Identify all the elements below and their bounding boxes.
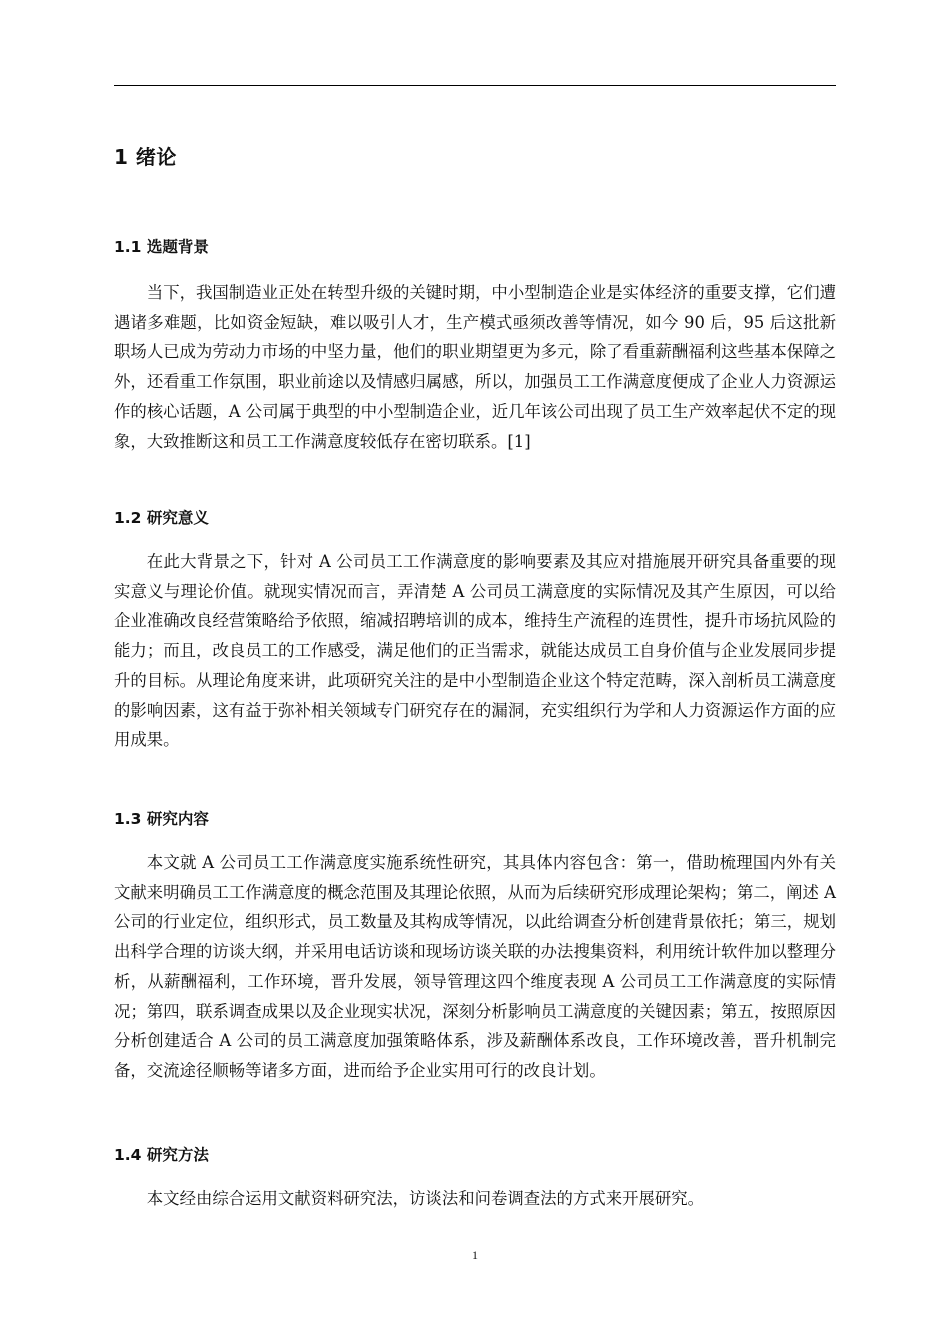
section-heading-methods: 1.4 研究方法 — [114, 1146, 209, 1164]
page-number: 1 — [472, 1248, 478, 1262]
paragraph-methods: 本文经由综合运用文献资料研究法，访谈法和问卷调查法的方式来开展研究。 — [146, 1189, 705, 1208]
section-heading-significance: 1.2 研究意义 — [114, 509, 209, 527]
section-heading-content: 1.3 研究内容 — [114, 810, 209, 828]
paragraph-significance: 在此大背景之下，针对 A 公司员工工作满意度的影响要素及其应对措施展开研究具备重要的现实意义与理论价值。就现实情况而言，弄清楚 A 公司员工满意度的实际情况及其产生原因，可以给企业准确改良经营策略给予依照，缩减招聘培训的成本，维持生产流程的连贯性，提升市场抗风险的能力；而且，改良员工的工作感受，满足他们的正当需求，就能达成员工自身价值与企业发展同步提升的目标。从理论角度来讲，此项研究关注的是中小型制造企业这个特定范畴，深入剖析员工满意度的影响因素，这有益于弥补相关领域专门研究存在的漏洞，充实组织行为学和人力资源运作方面的应用成果。 — [114, 552, 836, 750]
chapter-title: 1 绪论 — [114, 145, 177, 169]
paragraph-background: 当下，我国制造业正处在转型升级的关键时期，中小型制造企业是实体经济的重要支撑，它们遭遇诸多难题，比如资金短缺，难以吸引人才，生产模式亟须改善等情况，如今 90 后，95 后这批新职场人已成为劳动力市场的中坚力量，他们的职业期望更为多元，除了看重薪酬福利这些基本保障之外，还看重工作氛围，职业前途以及情感归属感，所以，加强员工工作满意度便成了企业人力资源运作的核心话题，A 公司属于典型的中小型制造企业，近几年该公司出现了员工生产效率起伏不定的现象，大致推断这和员工工作满意度较低存在密切联系。[1] — [114, 283, 836, 451]
paragraph-content: 本文就 A 公司员工工作满意度实施系统性研究，其具体内容包含：第一，借助梳理国内外有关文献来明确员工工作满意度的概念范围及其理论依照，从而为后续研究形成理论架构；第二，阐述 A 公司的行业定位，组织形式，员工数量及其构成等情况，以此给调查分析创建背景依托；第三，规划出科学合理的访谈大纲，并采用电话访谈和现场访谈关联的办法搜集资料，利用统计软件加以整理分析，从薪酬福利，工作环境，晋升发展，领导管理这四个维度表现 A 公司员工工作满意度的实际情况；第四，联系调查成果以及企业现实状况，深刻分析影响员工满意度的关键因素；第五，按照原因分析创建适合 A 公司的员工满意度加强策略体系，涉及薪酬体系改良，工作环境改善，晋升机制完备，交流途径顺畅等诸多方面，进而给予企业实用可行的改良计划。 — [114, 853, 836, 1080]
header-rule — [114, 85, 836, 86]
section-heading-background: 1.1 选题背景 — [114, 238, 209, 256]
